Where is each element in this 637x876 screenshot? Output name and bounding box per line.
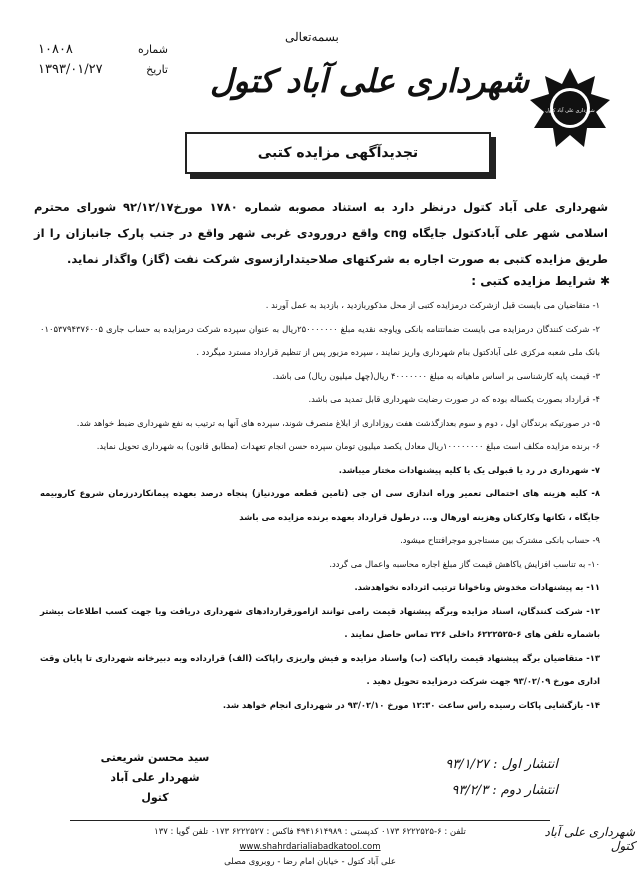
star-icon: ✱ <box>595 274 610 288</box>
condition-item: ۶- برنده مزایده مکلف است مبلغ ۱۰۰۰۰۰۰۰۰ریال معادل یکصد میلیون تومان سپرده حسن انجام تعهدات (مطابق قانون) به شهرداری تحویل نماید. <box>96 441 600 451</box>
date-label: تاریخ <box>146 63 168 76</box>
condition-item: ۸- کلیه هزینه های احتمالی تعمیر وراه اندازی سی ان جی (تامین قطعه موردنیاز) پنجاه درصد بعهده پیمانکاردرزمان شروع کاروبیمه جایگاه ، تکانها وکارکنان وهزینه اورهال و... درطول قرارداد بعهده برنده مزایده می باشد <box>40 488 600 522</box>
condition-item: ۵- در صورتیکه برندگان اول ، دوم و سوم بعدازگذشت هفت روزاداری از ابلاغ منصرف شوند، سپرده های آنها به ترتیب به نفع شهرداری ضبط خواهد شد. <box>76 417 600 428</box>
condition-item: ۱۲- شرکت کنندگان، اسناد مزایده وبرگه پیشنهاد قیمت رامی توانند ازامورقراردادهای شهرداری دریافت ویا جهت کسب اطلاعات بیشتر باشماره تلفن های ۶-۶۲۲۲۵۲۵ داخلی ۲۲۶ تماس حاصل نمایند . <box>40 605 600 639</box>
notice-title: تجدیدآگهی مزایده کتبی <box>185 132 491 174</box>
brand-title: شهرداری علی آباد کتول <box>210 62 530 100</box>
footer-address: علی آباد کتول - خیابان امام رضا - روبروی مصلی <box>224 857 396 867</box>
intro-paragraph: شهرداری علی آباد کتول درنظر دارد به استناد مصوبه شماره ۱۷۸۰ مورخ۹۲/۱۲/۱۷ شورای محترم اسلامی شهر علی آبادکتول جایگاه cng واقع درورودی غربی شهر واقع در جنب پارک جانبازان را از طریق مزایده کتبی به صورت اجاره به شرکتهای صلاحیتدارازسوی شرکت نفت (گاز) واگذار نماید. <box>34 200 608 266</box>
mayor-name: سید محسن شریعتی <box>100 751 210 764</box>
footer-brand: شهرداری علی آباد کتول <box>544 825 635 853</box>
emblem-text: شهرداری علی آباد کتول <box>545 108 595 114</box>
registry-block <box>38 40 168 80</box>
publication-dates <box>428 752 558 804</box>
number-label: شماره <box>137 43 168 56</box>
condition-item: ۱۱- به پیشنهادات مخدوش وناخوانا ترتیب اثرداده نخواهدشد. <box>354 582 600 592</box>
basmala: بسمه‌تعالی <box>285 30 339 44</box>
footer-website[interactable]: www.shahrdarialiabadkatool.com <box>239 842 381 852</box>
conditions-list <box>40 294 600 717</box>
condition-item: ۷- شهرداری در رد یا قبولی یک یا کلیه پیشنهادات مختار میباشد. <box>338 464 600 475</box>
footer-contacts: تلفن : ۶-۶۲۲۲۵۲۵ ۰۱۷۳ کدپستی : ۴۹۴۱۶۱۴۹۸۹ فاکس : ۶۲۲۲۵۲۷ ۰۱۷۳ تلفن گویا : ۱۳۷ <box>154 827 466 837</box>
condition-item: ۱۰- به تناسب افزایش یاکاهش قیمت گاز مبلغ اجاره محاسبه واعمال می گردد. <box>329 558 600 569</box>
condition-item: ۹- حساب بانکی مشترک بین مستاجرو موجرافتتاح میشود. <box>400 535 600 545</box>
municipality-emblem-icon <box>528 66 612 150</box>
condition-item: ۲- شرکت کنندگان درمزایده می بایست ضمانتنامه بانکی ویاوجه نقدیه مبلغ ۲۵۰۰۰۰۰۰۰ریال به عنوان سپرده شرکت درمزایده به حساب جاری ۰۱۰۵۳۷۹۴۳۷۶۰۰۵ بانک ملی شعبه مرکزی علی آبادکتول بنام شهرداری واریز نمایند ، سپرده مزبور پس از تنظیم قرارداد مسترد میگردد . <box>40 323 600 357</box>
condition-item: ۴- قرارداد بصورت یکساله بوده که در صورت رضایت شهرداری قابل تمدید می باشد. <box>308 394 600 404</box>
conditions-title <box>350 274 610 288</box>
signature-block <box>100 748 210 808</box>
condition-item: ۳- قیمت پایه کارشناسی بر اساس ماهیانه به مبلغ ۴۰۰۰۰۰۰۰ ریال(چهل میلیون ریال) می باشد. <box>272 370 600 381</box>
condition-item: ۱- متقاضیان می بایست قبل ازشرکت درمزایده کتبی از محل مذکوربازدید ، بازدید به عمل آورند . <box>265 300 600 310</box>
footer-divider <box>70 820 550 821</box>
date-value: ۱۳۹۳/۰۱/۲۷ <box>38 62 103 77</box>
footer <box>70 825 550 870</box>
condition-item: ۱۳- متقاضیان برگه پیشنهاد قیمت راپاکت (ب) واسناد مزایده و فیش واریزی راپاکت (الف) قرارداده وبه دبیرخانه شهرداری تا پایان وقت اداری مورخ ۹۳/۰۲/۰۹ جهت شرکت درمزایده تحویل دهید . <box>40 652 600 686</box>
publication-second: انتشار دوم : ۹۳/۲/۳ <box>451 783 558 798</box>
conditions-title-text: شرایط مزایده کتبی : <box>471 274 596 288</box>
mayor-position: شهردار علی آباد کتول <box>110 771 200 804</box>
condition-item: ۱۴- بازگشایی پاکات رسیده راس ساعت ۱۲:۳۰ مورخ ۹۳/۰۲/۱۰ در شهرداری انجام خواهد شد. <box>222 699 600 710</box>
number-value: ۱۰۸۰۸ <box>38 42 73 57</box>
publication-first: انتشار اول : ۹۳/۱/۲۷ <box>445 757 558 772</box>
